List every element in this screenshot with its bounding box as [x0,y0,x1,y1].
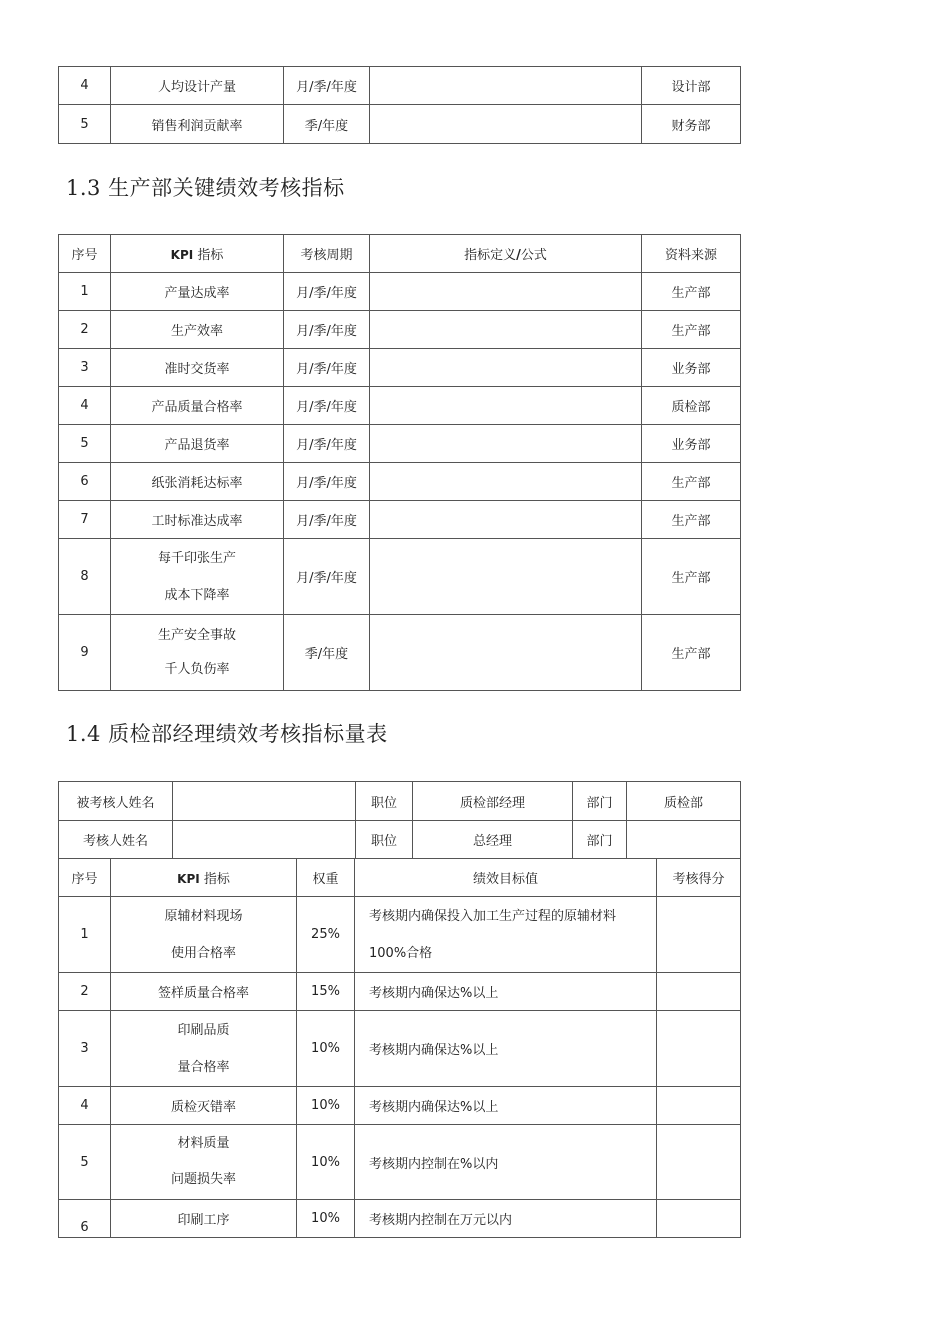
seq-cell: 7 [59,501,111,539]
kpi-cell [111,1011,297,1087]
period-cell: 季/年度 [284,615,370,691]
table-row [59,349,741,387]
kpi-cell: 签样质量合格率 [111,973,297,1011]
kpi-line: 成本下降率 [164,587,230,603]
definition-cell [370,539,642,615]
dept-label: 部门 [573,782,627,821]
kpi-cell: 产品退货率 [111,425,284,463]
period-cell: 月/季/年度 [284,273,370,311]
table-row [59,105,741,144]
target-cell: 考核期内确保达%以上 [355,1087,657,1125]
kpi-table-continued [58,66,741,144]
kpi-cell: 销售利润贡献率 [111,105,284,144]
target-cell: 考核期内确保达%以上 [355,1011,657,1087]
period-cell: 月/季/年度 [284,387,370,425]
seq-cell: 9 [59,615,111,691]
source-cell: 生产部 [642,311,741,349]
kpi-line: 量合格率 [177,1059,230,1075]
target-line: 100%合格 [369,945,433,961]
target-cell [355,897,657,973]
kpi-line: 每千印张生产 [157,550,236,566]
source-cell: 生产部 [642,501,741,539]
weight-cell: 15% [297,973,355,1011]
source-cell: 生产部 [642,273,741,311]
seq-cell: 8 [59,539,111,615]
header-def-prefix: 指标定义 [464,248,517,263]
source-cell: 财务部 [642,105,741,144]
kpi-cell: 工时标准达成率 [111,501,284,539]
source-cell: 生产部 [642,463,741,501]
header-kpi-suffix: 指标 [193,248,224,263]
header-kpi-prefix: KPI [170,248,194,262]
seq-cell: 1 [59,273,111,311]
assessor-name-field [173,821,356,859]
assessee-name-field [173,782,356,821]
table-row [59,387,741,425]
kpi-line: 印刷品质 [177,1022,230,1038]
kpi-line: 问题损失率 [170,1172,236,1187]
header-def-suffix: 公式 [520,248,547,263]
header-score: 考核得分 [657,859,741,897]
header-seq: 序号 [59,235,111,273]
header-kpi [111,235,284,273]
kpi-cell: 质检灭错率 [111,1087,297,1125]
seq-cell: 1 [59,897,111,973]
assessor-dept [627,821,741,859]
source-cell: 设计部 [642,67,741,105]
table-row [59,67,741,105]
source-cell: 业务部 [642,425,741,463]
seq-cell: 4 [59,387,111,425]
table-row [59,311,741,349]
seq-cell: 4 [59,67,111,105]
definition-cell [370,311,642,349]
table-row [59,1011,741,1087]
score-cell [657,897,741,973]
qc-manager-kpi-table [58,858,741,1238]
section-heading-1-3: 1.3 生产部关键绩效考核指标 [66,176,345,200]
kpi-cell: 人均设计产量 [111,67,284,105]
section-heading-1-4: 1.4 质检部经理绩效考核指标量表 [66,722,388,746]
header-kpi-suffix: 指标 [199,872,230,887]
period-cell: 季/年度 [284,105,370,144]
definition-cell [370,105,642,144]
definition-cell [370,349,642,387]
definition-cell [370,425,642,463]
kpi-cell: 纸张消耗达标率 [111,463,284,501]
kpi-line: 千人负伤率 [164,661,230,677]
weight-cell: 10% [297,1087,355,1125]
kpi-cell [111,897,297,973]
seq-cell: 6 [59,1200,111,1238]
target-cell: 考核期内确保达%以上 [355,973,657,1011]
table-header-row [59,235,741,273]
header-weight: 权重 [297,859,355,897]
assessment-info-table [58,781,741,859]
assessee-row [59,782,741,821]
assessor-position: 总经理 [413,821,573,859]
assessee-label: 被考核人姓名 [59,782,173,821]
kpi-cell: 生产效率 [111,311,284,349]
kpi-cell [111,539,284,615]
definition-cell [370,273,642,311]
assessee-dept: 质检部 [627,782,741,821]
kpi-cell: 产品质量合格率 [111,387,284,425]
assessor-row [59,821,741,859]
seq-cell: 3 [59,1011,111,1087]
dept-label: 部门 [573,821,627,859]
kpi-cell [111,615,284,691]
table-row [59,463,741,501]
table-row [59,1125,741,1200]
table-row [59,897,741,973]
score-cell [657,1125,741,1200]
header-source: 资料来源 [642,235,741,273]
definition-cell [370,615,642,691]
source-cell: 生产部 [642,539,741,615]
weight-cell: 10% [297,1125,355,1200]
table-row [59,425,741,463]
kpi-line: 生产安全事故 [157,627,236,643]
kpi-cell: 产量达成率 [111,273,284,311]
weight-cell: 25% [297,897,355,973]
header-period: 考核周期 [284,235,370,273]
score-cell [657,1200,741,1238]
period-cell: 月/季/年度 [284,539,370,615]
period-cell: 月/季/年度 [284,425,370,463]
header-definition [370,235,642,273]
definition-cell [370,67,642,105]
kpi-line: 材料质量 [177,1136,230,1151]
table-row [59,1087,741,1125]
table-row [59,501,741,539]
position-label: 职位 [356,782,413,821]
assessor-label: 考核人姓名 [59,821,173,859]
seq-cell: 5 [59,105,111,144]
table-row [59,1200,741,1238]
target-line: 考核期内确保投入加工生产过程的原辅材料 [369,908,617,924]
period-cell: 月/季/年度 [284,67,370,105]
kpi-cell: 准时交货率 [111,349,284,387]
kpi-line: 使用合格率 [170,945,236,961]
header-target: 绩效目标值 [355,859,657,897]
header-def-slash: / [516,248,521,263]
period-cell: 月/季/年度 [284,463,370,501]
target-cell: 考核期内控制在万元以内 [355,1200,657,1238]
seq-cell: 3 [59,349,111,387]
definition-cell [370,501,642,539]
seq-cell: 6 [59,463,111,501]
table-row [59,973,741,1011]
weight-cell: 10% [297,1200,355,1238]
score-cell [657,1011,741,1087]
production-kpi-table [58,234,741,691]
score-cell [657,973,741,1011]
table-row [59,273,741,311]
position-label: 职位 [356,821,413,859]
seq-cell: 2 [59,973,111,1011]
target-cell: 考核期内控制在%以内 [355,1125,657,1200]
source-cell: 质检部 [642,387,741,425]
seq-cell: 5 [59,425,111,463]
table-header-row [59,859,741,897]
table-row [59,539,741,615]
source-cell: 生产部 [642,615,741,691]
assessee-position: 质检部经理 [413,782,573,821]
seq-cell: 4 [59,1087,111,1125]
period-cell: 月/季/年度 [284,311,370,349]
period-cell: 月/季/年度 [284,501,370,539]
score-cell [657,1087,741,1125]
kpi-cell [111,1125,297,1200]
table-row [59,615,741,691]
seq-cell: 5 [59,1125,111,1200]
weight-cell: 10% [297,1011,355,1087]
header-kpi [111,859,297,897]
seq-cell: 2 [59,311,111,349]
definition-cell [370,463,642,501]
kpi-line: 原辅材料现场 [164,908,243,924]
header-seq: 序号 [59,859,111,897]
definition-cell [370,387,642,425]
kpi-cell: 印刷工序 [111,1200,297,1238]
source-cell: 业务部 [642,349,741,387]
header-kpi-prefix: KPI [177,872,200,886]
period-cell: 月/季/年度 [284,349,370,387]
